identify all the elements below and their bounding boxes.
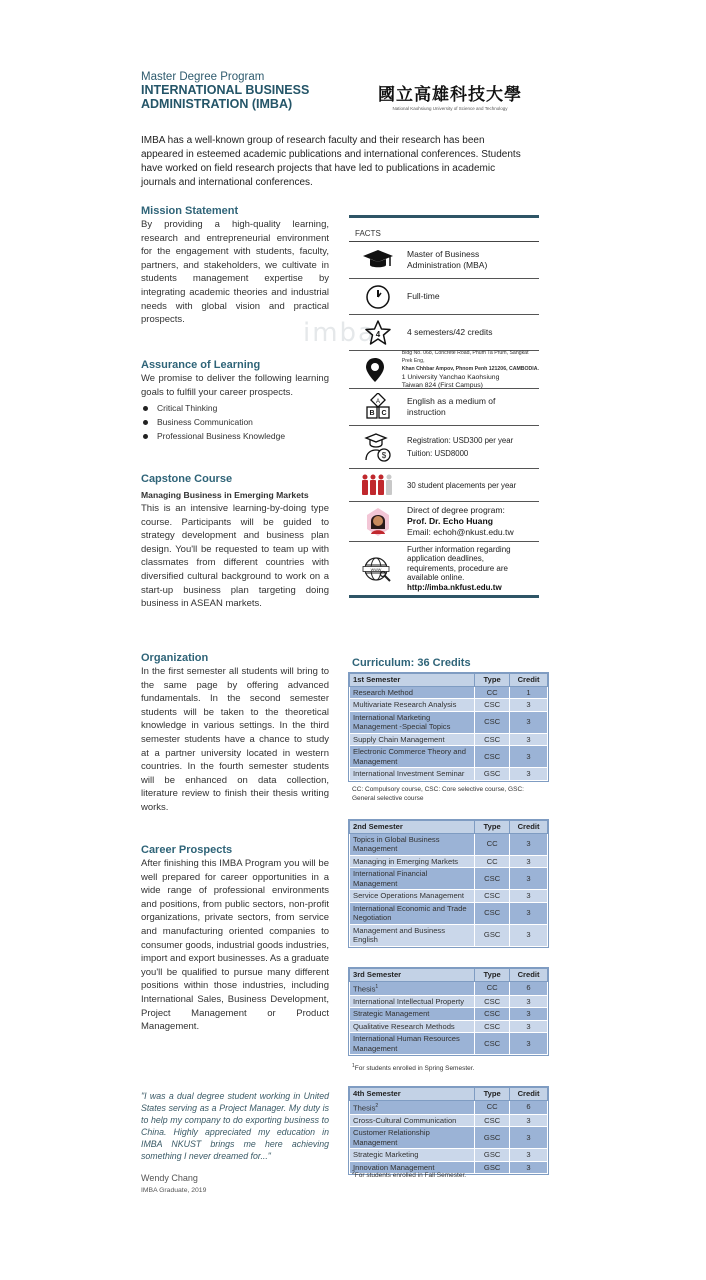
course-name: Cross-Cultural Communication (350, 1114, 475, 1127)
course-credit: 3 (510, 746, 548, 768)
semester-header: 1st Semester (350, 674, 475, 687)
mission-section (141, 205, 329, 327)
curriculum-title: Curriculum: 36 Credits (352, 657, 471, 669)
course-credit: 3 (510, 868, 548, 890)
fact-director-text (407, 505, 514, 538)
course-type: CC (475, 855, 510, 868)
director-email[interactable]: Email: echoh@nkust.edu.tw (407, 527, 514, 537)
svg-text:WWW: WWW (370, 567, 382, 572)
mission-heading: Mission Statement (141, 205, 239, 217)
fact-duration-text: 4 semesters/42 credits (407, 327, 493, 337)
course-name: Topics in Global Business Management (350, 833, 475, 855)
info-text: Further information regarding application deadlines, requirements, procedure are available online. (407, 544, 511, 583)
semester-2-table (349, 820, 548, 947)
table-row (350, 1033, 548, 1055)
course-type: GSC (475, 924, 510, 946)
course-credit: 3 (510, 924, 548, 946)
facts-box (349, 215, 539, 598)
goal-item: Professional Business Knowledge (141, 429, 329, 443)
course-type: CSC (475, 1020, 510, 1033)
course-name: International Intellectual Property (350, 995, 475, 1008)
director-label: Direct of degree program: (407, 505, 505, 515)
course-name: International Marketing Management -Special Topics (350, 711, 475, 733)
assurance-section (141, 359, 329, 443)
organization-heading: Organization (141, 652, 209, 664)
clock-icon (349, 284, 407, 310)
fact-location-text (402, 349, 539, 390)
capstone-course-name: Managing Business in Emerging Markets (141, 490, 309, 500)
course-name: Management and Business English (350, 924, 475, 946)
fact-info-text (407, 545, 527, 593)
course-name: International Economic and Trade Negotiation (350, 902, 475, 924)
type-header: Type (475, 969, 510, 982)
course-credit: 3 (510, 768, 548, 781)
course-name: Research Method (350, 686, 475, 699)
testimonial-quote: "I was a dual degree student working in United States serving as a Project Manager. My duty is to help my company to do exporting business to China. Highly appreciated my education in IMBA NKUST brings me here achieving something I never dreamed for..." (141, 1091, 329, 1161)
semester-header: 4th Semester (350, 1088, 475, 1101)
graduation-cap-icon (349, 248, 407, 272)
course-name: Thesis$^2$ (350, 1100, 475, 1114)
semester-header: 3rd Semester (350, 969, 475, 982)
abc-blocks-icon (349, 393, 407, 421)
course-type: CSC (475, 1033, 510, 1055)
student-money-icon (349, 432, 407, 462)
table-row (350, 1020, 548, 1033)
credit-header: Credit (510, 821, 548, 834)
program-title-line1: INTERNATIONAL BUSINESS (141, 83, 310, 97)
semester-3-table (349, 968, 548, 1055)
course-name: Qualitative Research Methods (350, 1020, 475, 1033)
logo-english: National Kaohsiung University of Science and Technology (392, 106, 508, 111)
www-globe-icon (349, 556, 407, 582)
course-name: International Human Resources Management (350, 1033, 475, 1055)
table-row (350, 833, 548, 855)
goal-item: Critical Thinking (141, 401, 329, 415)
credit-header: Credit (510, 969, 548, 982)
program-website-link[interactable]: http://imba.nkfust.edu.tw (407, 582, 502, 592)
type-header: Type (475, 821, 510, 834)
course-type: CSC (475, 1008, 510, 1021)
fact-info (349, 542, 539, 595)
course-type: CSC (475, 699, 510, 712)
table-row (350, 686, 548, 699)
course-credit: 3 (510, 733, 548, 746)
course-type: CC (475, 833, 510, 855)
course-name: Managing in Emerging Markets (350, 855, 475, 868)
mission-text: By providing a high-quality learning, research and entrepreneurial environment for the engagement with students, faculty, partners, and stakeholders, we cultivate in students management expertise by integrating academic theories and industrial needs with global vision and practical prospects. (141, 219, 329, 326)
course-credit: 6 (510, 981, 548, 995)
table-row (350, 855, 548, 868)
course-type: CSC (475, 746, 510, 768)
table-row (350, 868, 548, 890)
course-credit: 3 (510, 1020, 548, 1033)
capstone-text: This is an intensive learning-by-doing type course. Participants will be guided to strategy development and business plan design. You'll be requested to team up with classmates from different countries with diversified cultural background to work on a start-up business plan targeting doing business in ASEAN markets. (141, 503, 329, 610)
star-badge-number: 4 (375, 329, 381, 339)
semester-header: 2nd Semester (350, 821, 475, 834)
type-header: Type (475, 674, 510, 687)
course-credit: 6 (510, 1100, 548, 1114)
fact-location (349, 351, 539, 389)
program-title-line2: ADMINISTRATION (IMBA) (141, 97, 293, 111)
registration-fee: Registration: USD300 per year (407, 436, 514, 445)
testimonial-role: IMBA Graduate, 2019 (141, 1187, 207, 1194)
organization-section (141, 652, 329, 815)
course-credit: 3 (510, 711, 548, 733)
fact-degree (349, 242, 539, 279)
table-row (350, 746, 548, 768)
course-credit: 3 (510, 855, 548, 868)
course-credit: 3 (510, 1114, 548, 1127)
capstone-section (141, 473, 329, 611)
course-name: Multivariate Research Analysis (350, 699, 475, 712)
course-name: Supply Chain Management (350, 733, 475, 746)
svg-text:B: B (369, 410, 375, 417)
course-name: Thesis$^1$ (350, 981, 475, 995)
course-credit: 3 (510, 1149, 548, 1162)
capstone-heading: Capstone Course (141, 473, 233, 485)
course-type: CC (475, 981, 510, 995)
learning-goals-list (141, 401, 329, 443)
course-type: CC (475, 686, 510, 699)
fact-placements (349, 469, 539, 502)
credit-header: Credit (510, 674, 548, 687)
table-row (350, 981, 548, 995)
director-name: Prof. Dr. Echo Huang (407, 516, 493, 526)
table-row (350, 1114, 548, 1127)
course-name: Customer Relationship Management (350, 1127, 475, 1149)
program-title (141, 83, 361, 111)
people-icon (349, 474, 407, 496)
course-name: Strategic Management (350, 1008, 475, 1021)
career-section (141, 844, 329, 1034)
svg-text:A: A (375, 399, 381, 405)
fact-language-text: English as a medium of instruction (407, 396, 496, 417)
table-row (350, 1100, 548, 1114)
table-row (350, 733, 548, 746)
course-name: Innovation Management (350, 1161, 475, 1174)
course-type: GSC (475, 1127, 510, 1149)
course-type: CC (475, 1100, 510, 1114)
table-row (350, 890, 548, 903)
fact-mode-text: Full-time (407, 291, 440, 301)
fact-duration (349, 315, 539, 351)
course-type: CSC (475, 1114, 510, 1127)
course-type: CSC (475, 890, 510, 903)
course-type: GSC (475, 768, 510, 781)
course-credit: 3 (510, 995, 548, 1008)
course-credit: 3 (510, 1033, 548, 1055)
fact-director (349, 502, 539, 542)
facts-label: FACTS (349, 218, 539, 242)
director-avatar-icon (349, 507, 407, 537)
type-header: Type (475, 1088, 510, 1101)
course-type: CSC (475, 868, 510, 890)
goal-item: Business Communication (141, 415, 329, 429)
organization-text: In the first semester all students will bring to the same page by offering advanced fundamentals. In the second semester students will be taken to the theoretical knowledge in various settings. In the third semester students have a chance to study at a partner university located in western countries. In the fourth semester students will be enhanced on data collection, literature review to finish their thesis writing works. (141, 666, 329, 813)
course-credit: 1 (510, 686, 548, 699)
fact-fees (349, 426, 539, 469)
career-text: After finishing this IMBA Program you will be well prepared for career opportunities in a wide range of professional environments and positions, from public sectors, non-profit organizations, private sectors, from service and manufacturing oriented companies to consumer goods, industrial goods industries, import and export businesses. As a graduate you'll be qualified to pursue many different positions within those industries, including International Sales, Business Development, Project Management or Product Management. (141, 858, 330, 1033)
table-row (350, 924, 548, 946)
table-row (350, 1149, 548, 1162)
table-row (350, 902, 548, 924)
semester-4-table (349, 1087, 548, 1174)
assurance-text: We promise to deliver the following learning goals to fulfill your career prospects. (141, 373, 329, 398)
course-name: Strategic Marketing (350, 1149, 475, 1162)
table-row (350, 1127, 548, 1149)
course-name: Service Operations Management (350, 890, 475, 903)
map-pin-icon (349, 357, 402, 383)
star-icon (349, 319, 407, 347)
table-row (350, 768, 548, 781)
course-type: CSC (475, 902, 510, 924)
semester-1-table (349, 673, 548, 781)
location-line3: 1 University Yanchao Kaohsiung (401, 373, 500, 381)
location-line2: Khan Chhbar Ampov, Phnom Penh 121206, CAMBODIA. (401, 366, 539, 373)
imba-watermark: imba (303, 318, 376, 348)
facts-bottom-bar (349, 595, 539, 598)
course-type-legend: CC: Compulsory course, CSC: Core selective course, GSC: General selective course (352, 786, 524, 802)
course-name: Electronic Commerce Theory and Management (350, 746, 475, 768)
testimonial-name: Wendy Chang (141, 1173, 198, 1183)
course-type: CSC (475, 711, 510, 733)
program-subtitle: Master Degree Program (141, 71, 265, 83)
course-name: International Financial Management (350, 868, 475, 890)
course-credit: 3 (510, 1127, 548, 1149)
fact-degree-text: Master of Business Administration (MBA) (407, 249, 488, 270)
table-row (350, 699, 548, 712)
course-type: GSC (475, 1149, 510, 1162)
university-logo (370, 80, 530, 111)
logo-chinese: 國立高雄科技大學 (378, 85, 522, 105)
course-credit: 3 (510, 699, 548, 712)
course-type: CSC (475, 733, 510, 746)
course-credit: 3 (510, 902, 548, 924)
career-heading: Career Prospects (141, 844, 233, 856)
fact-placements-text: 30 student placements per year (407, 480, 517, 490)
assurance-heading: Assurance of Learning (141, 359, 261, 371)
course-credit: 3 (510, 890, 548, 903)
svg-text:C: C (381, 410, 387, 417)
course-credit: 3 (510, 1161, 548, 1174)
course-type: GSC (475, 1161, 510, 1174)
table-row (350, 1008, 548, 1021)
course-name: International Investment Seminar (350, 768, 475, 781)
tuition-fee: Tuition: USD8000 (407, 449, 469, 458)
table-row (350, 995, 548, 1008)
fact-fees-text (407, 435, 513, 459)
course-credit: 3 (510, 1008, 548, 1021)
intro-paragraph: IMBA has a well-known group of research faculty and their research has been appeared in esteemed academic publications and international conferences. Students have worked on field research projects that have led to publications in academic journals and international conferences. (141, 135, 521, 188)
semester-3-footnote: $^1$For students enrolled in Spring Semester. (352, 1063, 475, 1073)
course-credit: 3 (510, 833, 548, 855)
fact-mode (349, 279, 539, 315)
table-row (350, 711, 548, 733)
svg-text:$: $ (381, 451, 387, 460)
course-type: CSC (475, 995, 510, 1008)
location-line4: Taiwan 824 (First Campus) (401, 381, 483, 389)
semester-4-footnote: $^2$For students enrolled in Fall Semester. (352, 1170, 467, 1180)
fact-language (349, 389, 539, 426)
location-line1: Bldg No. 068, Concrete Road, Phum Ta Prum, Sangkat Prek Eng, (401, 349, 529, 365)
credit-header: Credit (510, 1088, 548, 1101)
